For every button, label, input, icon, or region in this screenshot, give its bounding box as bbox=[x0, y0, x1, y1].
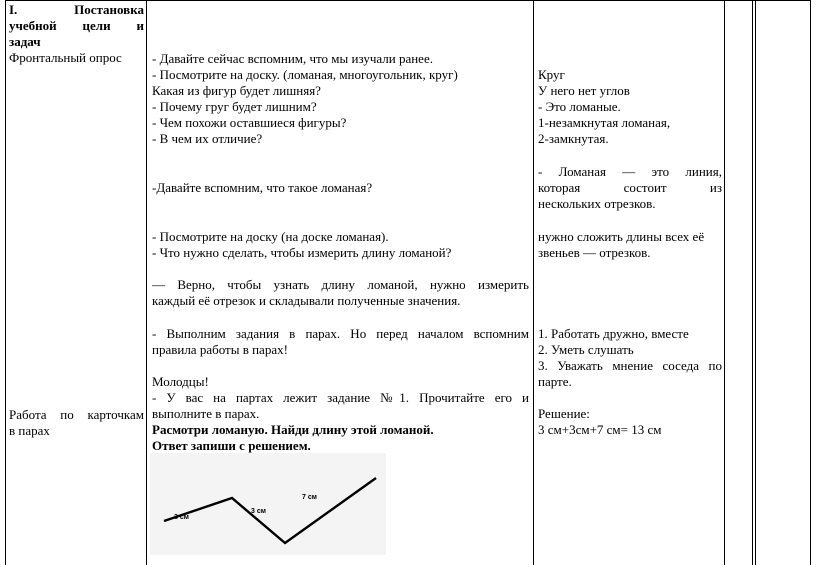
teacher-line: - Что нужно сделать, чтобы измерить длину ломаной? bbox=[152, 245, 452, 260]
student-line: 2-замкнутая. bbox=[538, 131, 609, 146]
teacher-line: - Посмотрите на доску (на доске ломаная). bbox=[152, 229, 389, 244]
student-line: 1. Работать дружно, вместе bbox=[538, 326, 689, 341]
column-divider bbox=[755, 0, 756, 565]
polyline-drawing bbox=[150, 453, 386, 555]
task-title: Расмотри ломаную. Найди длину этой ломаной. bbox=[152, 422, 434, 437]
student-line: нужно сложить длины всех её bbox=[538, 229, 705, 244]
segment-label: 3 см bbox=[174, 514, 189, 521]
table-right-border bbox=[810, 0, 811, 565]
task-instruction: Ответ запиши с решением. bbox=[152, 438, 311, 453]
student-line: которая состоит из bbox=[538, 180, 722, 195]
student-line: 3. Уважать мнение соседа по bbox=[538, 358, 722, 373]
teacher-line: Молодцы! bbox=[152, 374, 209, 389]
student-line: - Это ломаные. bbox=[538, 99, 621, 114]
teacher-line: - Давайте сейчас вспомним, что мы изучали ранее. bbox=[152, 51, 433, 66]
teacher-line: -Давайте вспомним, что такое ломаная? bbox=[152, 180, 373, 195]
student-line: - Ломаная — это линия, bbox=[538, 164, 722, 179]
table-left-border bbox=[5, 0, 6, 565]
student-line: 1-незамкнутая ломаная, bbox=[538, 115, 671, 130]
teacher-line: правила работы в парах! bbox=[152, 342, 288, 357]
teacher-line: - Почему груг будет лишним? bbox=[152, 99, 317, 114]
column-divider bbox=[146, 0, 147, 565]
column-divider bbox=[533, 0, 534, 565]
segment-label: 3 см bbox=[251, 508, 266, 515]
student-line: Круг bbox=[538, 67, 565, 82]
teacher-line: - Чем похожи оставшиеся фигуры? bbox=[152, 115, 347, 130]
student-line: 2. Уметь слушать bbox=[538, 342, 634, 357]
student-line: парте. bbox=[538, 374, 572, 389]
student-line: У него нет углов bbox=[538, 83, 630, 98]
teacher-line: - Выполним задания в парах. Но перед началом вспомним bbox=[152, 326, 529, 341]
column-divider bbox=[724, 0, 725, 565]
teacher-line: - У вас на партах лежит задание №1. Прочитайте его и bbox=[152, 390, 529, 405]
teacher-line: Какая из фигур будет лишняя? bbox=[152, 83, 321, 98]
column-divider bbox=[752, 0, 753, 565]
method-cards-line: Работа по карточкам bbox=[9, 407, 144, 422]
polyline-shape bbox=[164, 478, 376, 543]
section-title-line: учебной цели и bbox=[9, 18, 144, 33]
student-line: 3 см+3см+7 см= 13 см bbox=[538, 422, 662, 437]
teacher-line: — Верно, чтобы узнать длину ломаной, нужно измерить bbox=[152, 277, 529, 292]
student-line: нескольких отрезков. bbox=[538, 196, 656, 211]
segment-label: 7 см bbox=[302, 494, 317, 501]
teacher-line: - Посмотрите на доску. (ломаная, многоугольник, круг) bbox=[152, 67, 458, 82]
polyline-figure bbox=[150, 453, 386, 555]
table-top-border bbox=[5, 0, 811, 1]
teacher-line: каждый её отрезок и складывали полученные значения. bbox=[152, 293, 461, 308]
student-line: Решение: bbox=[538, 406, 590, 421]
method-cards-line: в парах bbox=[9, 423, 50, 438]
section-title-line: задач bbox=[9, 34, 41, 49]
student-line: звеньев — отрезков. bbox=[538, 245, 651, 260]
method-frontal: Фронтальный опрос bbox=[9, 50, 122, 65]
section-title-line: I. Постановка bbox=[9, 2, 144, 17]
teacher-line: выполните в парах. bbox=[152, 406, 260, 421]
teacher-line: - В чем их отличие? bbox=[152, 131, 263, 146]
